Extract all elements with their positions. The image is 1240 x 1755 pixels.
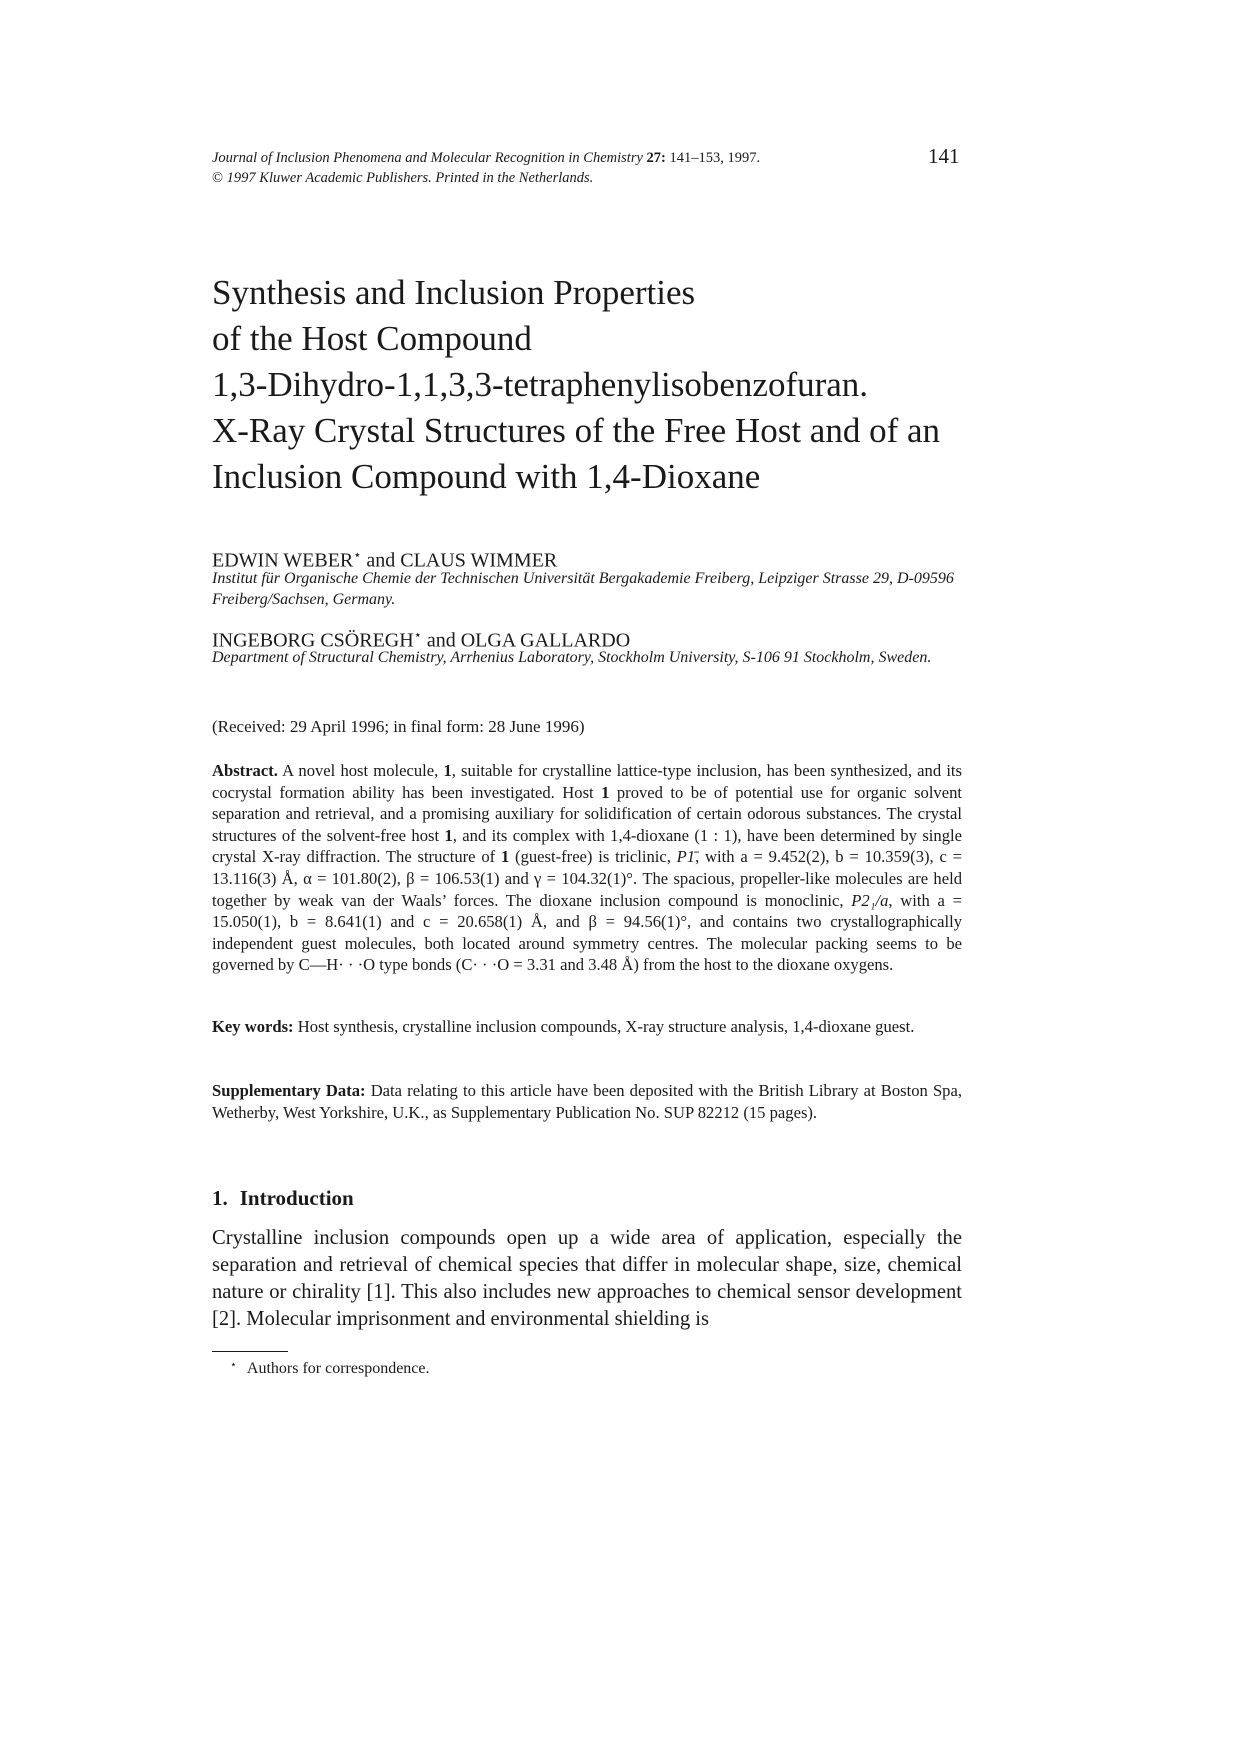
correspondence-mark: ⋆: [353, 547, 362, 562]
abstract-text: proved to be of potential use for organic solvent separation and retrieval, and a promising auxiliary for solidification of certain odorous substances. The crystal structures of the solvent-free host: [212, 782, 963, 845]
author-names: and OLGA GALLARDO: [421, 629, 631, 652]
footnote: [230, 1358, 430, 1378]
copyright-text: 1997 Kluwer Academic Publishers. Printed in the Netherlands.: [226, 170, 594, 186]
abstract: [212, 760, 962, 976]
abstract-text: , suitable for crystalline lattice-type inclusion, has been synthesized, and its cocrystal formation ability has been investigated. Host: [212, 761, 962, 802]
page-number: 141: [928, 144, 960, 168]
supplementary-text: Data relating to this article have been deposited with the British Library at Boston Spa, Wetherby, West Yorkshire, U.K., as Supplementary Publication No. SUP 82212 (15 pages).: [212, 1081, 962, 1122]
journal-volume: 27:: [646, 150, 666, 166]
title-line: of the Host Compound: [212, 319, 532, 358]
section-number: 1.: [212, 1186, 228, 1210]
abstract-text: , with: [695, 847, 741, 867]
section-heading: [212, 1186, 962, 1211]
title-line: X-Ray Crystal Structures of the Free Host and of an: [212, 411, 941, 450]
title-line: Synthesis and Inclusion Properties: [212, 273, 696, 312]
correspondence-mark: ⋆: [413, 627, 422, 642]
journal-name: Journal of Inclusion Phenomena and Molecular Recognition in Chemistry: [212, 150, 643, 166]
author-names: EDWIN WEBER: [212, 549, 354, 572]
footnote-text: Authors for correspondence.: [246, 1360, 430, 1377]
author-names: INGEBORG CSÖREGH: [212, 629, 414, 652]
abstract-text: , with a = 15.050(1), b = 8.641(1) and c = 20.658(1) Å, and β = 94.56(1)°, and contains two crystallographically independent guest molecules, both located around symmetry centres. The molecular packing seems to be governed by C—H· · ·O type bonds (C· · ·O = 3.31 and 3.48 Å) from the host to the dioxane oxygens.: [212, 890, 962, 975]
footnote-mark: ⋆: [230, 1359, 237, 1371]
copyright-symbol: ©: [212, 170, 224, 186]
supplementary-data: [212, 1080, 962, 1123]
compound-number: 1: [500, 847, 510, 867]
space-group: P1̄: [676, 847, 696, 867]
supplementary-label: Supplementary Data:: [212, 1081, 366, 1100]
keywords: [212, 1016, 962, 1038]
abstract-text: , and its complex with 1,4-dioxane (1 : 1), have been determined by single crystal X-ray diffraction. The structure of: [212, 825, 962, 867]
title-line: Inclusion Compound with 1,4-Dioxane: [212, 457, 761, 496]
keywords-label: Key words:: [212, 1017, 294, 1036]
abstract-text: A novel host molecule,: [277, 761, 444, 780]
title-line: 1,3-Dihydro-1,1,3,3-tetraphenylisobenzofuran.: [212, 365, 869, 404]
space-group: P2₁/a: [851, 890, 889, 910]
journal-pages-year: 141–153, 1997.: [669, 150, 761, 166]
compound-number: 1: [443, 761, 452, 780]
author-affiliation: Department of Structural Chemistry, Arrhenius Laboratory, Stockholm University, S-106 91 Stockholm, Sweden.: [212, 649, 932, 666]
journal-citation-line: [212, 148, 962, 168]
author-affiliation: Institut für Organische Chemie der Technischen Universität Bergakademie Freiberg, Leipziger Strasse 29, D-09596 Freiberg/Sachsen, Germany.: [212, 570, 954, 608]
footnote-rule: [212, 1351, 288, 1352]
journal-header: [212, 148, 962, 188]
copyright-line: [212, 168, 962, 188]
abstract-label: Abstract.: [212, 761, 278, 780]
compound-number: 1: [601, 782, 610, 802]
introduction-text: Crystalline inclusion compounds open up a wide area of application, especially the separation and retrieval of chemical species that differ in molecular shape, size, chemical nature or chirality [1]. This also includes new approaches to chemical sensor development [2]. Molecular imprisonment and environmental shielding is: [212, 1227, 962, 1330]
author-names: and CLAUS WIMMER: [361, 549, 558, 572]
received-dates: (Received: 29 April 1996; in final form: 28 June 1996): [212, 717, 585, 736]
compound-number: 1: [444, 825, 453, 845]
abstract-text: (guest-free) is triclinic,: [509, 847, 677, 867]
article-title: [212, 270, 992, 500]
section-title: Introduction: [239, 1186, 354, 1210]
abstract-text: a = 9.452(2), b = 10.359(3), c = 13.116(3) Å, α = 101.80(2), β = 106.53(1) and γ = 104.32(1)°. The spacious, propeller-like molecules are held together by weak van der Waals’ forces. The dioxane inclusion compound is monoclinic,: [212, 847, 962, 910]
keywords-text: Host synthesis, crystalline inclusion compounds, X-ray structure analysis, 1,4-dioxane guest.: [293, 1017, 915, 1036]
